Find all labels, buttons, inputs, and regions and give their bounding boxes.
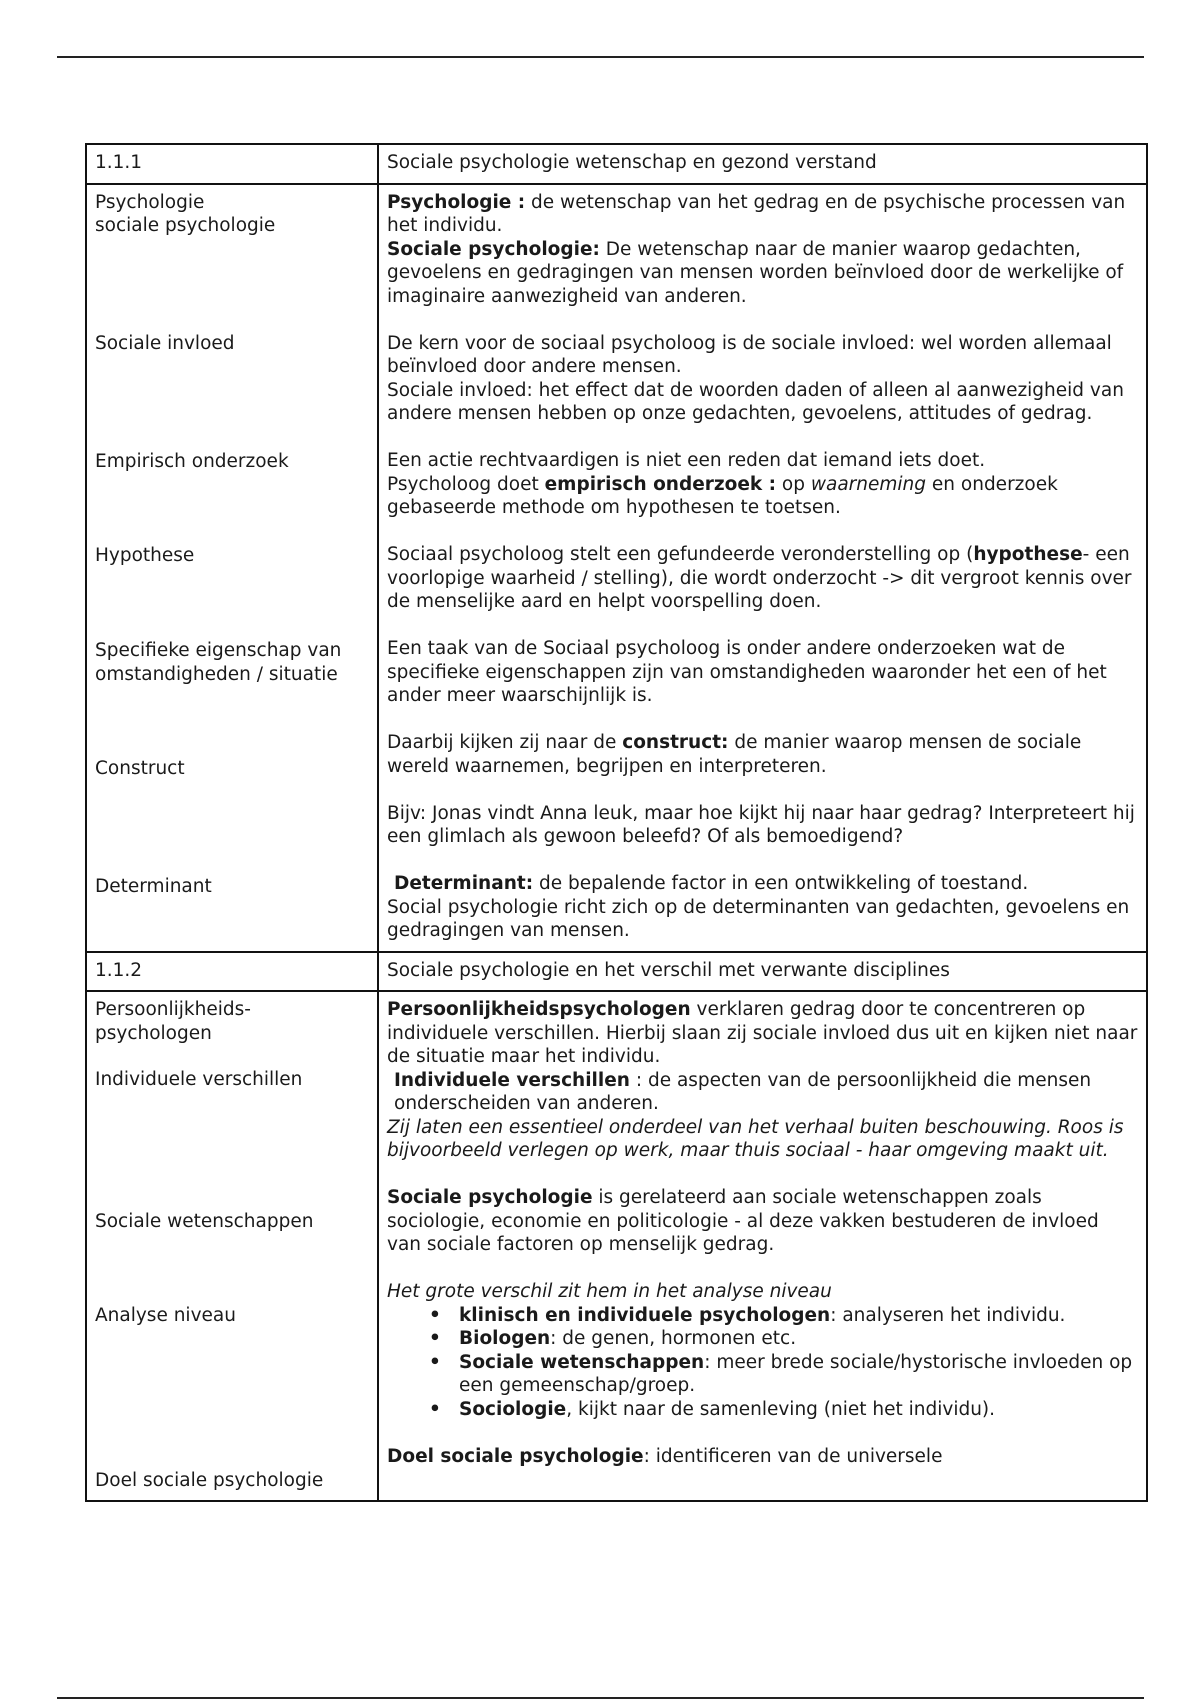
note-text: Daarbij kijken zij naar de bbox=[387, 732, 623, 753]
note-sociale-invloed: Sociale invloed: het effect dat de woorden daden of alleen al aanwezigheid van andere mensen hebben op onze gedachten, gevoelens, attitudes of gedrag. bbox=[387, 379, 1124, 424]
note-voorbeeld-roos bbox=[387, 1116, 1138, 1163]
note-individuele-verschillen bbox=[387, 1069, 1138, 1116]
note-empirisch bbox=[387, 473, 1138, 520]
note-determinant bbox=[387, 872, 1138, 896]
note-text: - een voorlopige waarheid / stelling), die wordt onderzocht -> dit vergroot kennis over de menselijke aard en helpt voorspelling doen. bbox=[387, 544, 1132, 612]
notes-column bbox=[378, 991, 1147, 1501]
bold-term: hypothese bbox=[973, 544, 1083, 565]
list-item bbox=[459, 1304, 1138, 1328]
bold-term: Determinant: bbox=[394, 873, 534, 894]
bold-term: Psychologie : bbox=[387, 191, 526, 213]
bold-term: klinisch en individuele psychologen bbox=[459, 1304, 831, 1326]
term-sociale-wetenschappen: Sociale wetenschappen bbox=[95, 1210, 314, 1232]
bold-term: Biologen bbox=[459, 1328, 551, 1349]
section-number: 1.1.1 bbox=[86, 144, 378, 184]
note-persoonlijkheid bbox=[387, 998, 1138, 1069]
note-text: , kijkt naar de samenleving (niet het individu). bbox=[566, 1398, 996, 1420]
note-text: de manier waarop mensen de sociale wereld waarnemen, begrijpen en interpreteren. bbox=[387, 732, 1082, 777]
note-text: op bbox=[776, 473, 811, 495]
note-hypothese bbox=[387, 543, 1138, 614]
note-kern: De kern voor de sociaal psycholoog is de sociale invloed: wel worden allemaal beïnvloed door andere mensen. bbox=[387, 332, 1112, 377]
note-text: : identificeren van de universele bbox=[643, 1445, 943, 1467]
note-text: is gerelateerd aan sociale wetenschappen zoals sociologie, economie en politicologie - al deze vakken bestuderen de invloed van sociale factoren op menselijk gedrag. bbox=[387, 1187, 1099, 1255]
note-analyse-niveau bbox=[387, 1280, 1138, 1304]
analyse-list bbox=[387, 1304, 1138, 1422]
note-text: de bepalende factor in een ontwikkeling of toestand. bbox=[533, 873, 1029, 894]
note-text: : de genen, hormonen etc. bbox=[550, 1328, 797, 1349]
note-sociale-wetenschappen bbox=[387, 1186, 1138, 1257]
terms-column bbox=[86, 991, 378, 1501]
bold-term: Doel sociale psychologie bbox=[387, 1445, 644, 1467]
term-sociale-invloed: Sociale invloed bbox=[95, 332, 235, 354]
term-specifieke-situatie: omstandigheden / situatie bbox=[95, 663, 338, 685]
note-text: De wetenschap naar de manier waarop gedachten, gevoelens en gedragingen van mensen worden beïnvloed door de werkelijke of imaginaire aanwezigheid van anderen. bbox=[387, 238, 1124, 307]
bold-term: Individuele verschillen bbox=[394, 1069, 630, 1091]
term-individuele-verschillen: Individuele verschillen bbox=[95, 1069, 303, 1090]
term-sociale-psychologie: sociale psychologie bbox=[95, 215, 276, 236]
section-header-row bbox=[86, 952, 1147, 992]
terms-column bbox=[86, 184, 378, 952]
italic-text: Zij laten een essentieel onderdeel van het verhaal buiten beschouwing. Roos is bijvoorbeeld verlegen op werk, maar thuis sociaal - haar omgeving maakt uit. bbox=[387, 1116, 1124, 1161]
term-doel: Doel sociale psychologie bbox=[95, 1469, 324, 1491]
term-specifieke-eigenschap: Specifieke eigenschap van bbox=[95, 640, 342, 661]
note-text: Psycholoog doet bbox=[387, 473, 545, 495]
note-voorbeeld: Bijv: Jonas vindt Anna leuk, maar hoe kijkt hij naar haar gedrag? Interpreteert hij een glimlach als gewoon beleefd? Of als bemoedigend? bbox=[387, 802, 1135, 847]
list-item bbox=[459, 1351, 1138, 1398]
section-number: 1.1.2 bbox=[86, 952, 378, 992]
term-psychologie: Psychologie bbox=[95, 191, 205, 213]
term-hypothese: Hypothese bbox=[95, 544, 195, 566]
note-text: Sociaal psycholoog stelt een gefundeerde veronderstelling op ( bbox=[387, 544, 974, 565]
note-text: en onderzoek gebaseerde methode om hypothesen te toetsen. bbox=[387, 473, 1058, 518]
term-psychologen: psychologen bbox=[95, 1022, 212, 1044]
note-sociale-psychologie bbox=[387, 238, 1138, 309]
list-item bbox=[459, 1327, 1138, 1351]
list-item bbox=[459, 1398, 1138, 1422]
notes-table bbox=[85, 143, 1148, 1502]
note-text: : meer brede sociale/hystorische invloeden op een gemeenschap/groep. bbox=[459, 1351, 1133, 1396]
section-title: Sociale psychologie wetenschap en gezond verstand bbox=[378, 144, 1147, 184]
header-rule bbox=[57, 56, 1144, 58]
bold-term: construct: bbox=[622, 732, 729, 753]
term-persoonlijkheid: Persoonlijkheids- bbox=[95, 999, 251, 1020]
note-text: verklaren gedrag door te concentreren op individuele verschillen. Hierbij slaan zij sociale invloed dus uit en kijken niet naar de situatie maar het individu. bbox=[387, 999, 1138, 1067]
bold-term: Persoonlijkheidspsychologen bbox=[387, 999, 691, 1020]
note-determinanten: Social psychologie richt zich op de determinanten van gedachten, gevoelens en gedragingen van mensen. bbox=[387, 896, 1130, 941]
note-text: : analyseren het individu. bbox=[830, 1304, 1066, 1326]
bold-term: Sociologie bbox=[459, 1398, 567, 1420]
note-construct bbox=[387, 731, 1138, 778]
note-psychologie bbox=[387, 191, 1138, 238]
notes-column bbox=[378, 184, 1147, 952]
footer-rule bbox=[57, 1697, 1144, 1699]
bold-term: Sociale psychologie: bbox=[387, 238, 600, 260]
term-construct: Construct bbox=[95, 758, 185, 779]
section-header-row bbox=[86, 144, 1147, 184]
note-doel bbox=[387, 1445, 1138, 1469]
italic-term: waarneming bbox=[810, 473, 927, 495]
italic-text: Het grote verschil zit hem in het analyse niveau bbox=[387, 1281, 832, 1302]
bold-term: empirisch onderzoek : bbox=[544, 473, 777, 495]
term-determinant: Determinant bbox=[95, 875, 212, 897]
note-actie: Een actie rechtvaardigen is niet een reden dat iemand iets doet. bbox=[387, 450, 986, 471]
note-text: : de aspecten van de persoonlijkheid die mensen onderscheiden van anderen. bbox=[394, 1069, 1092, 1114]
note-taak: Een taak van de Sociaal psycholoog is onder andere onderzoeken wat de specifieke eigenschappen zijn van omstandigheden waaronder het een of het ander meer waarschijnlijk is. bbox=[387, 638, 1107, 706]
section-content-row bbox=[86, 184, 1147, 952]
bold-term: Sociale wetenschappen bbox=[459, 1351, 705, 1373]
section-title: Sociale psychologie en het verschil met verwante disciplines bbox=[378, 952, 1147, 992]
term-empirisch-onderzoek: Empirisch onderzoek bbox=[95, 451, 289, 472]
section-content-row bbox=[86, 991, 1147, 1501]
term-analyse-niveau: Analyse niveau bbox=[95, 1305, 236, 1326]
bold-term: Sociale psychologie bbox=[387, 1187, 593, 1208]
note-text: de wetenschap van het gedrag en de psychische processen van het individu. bbox=[387, 191, 1126, 236]
